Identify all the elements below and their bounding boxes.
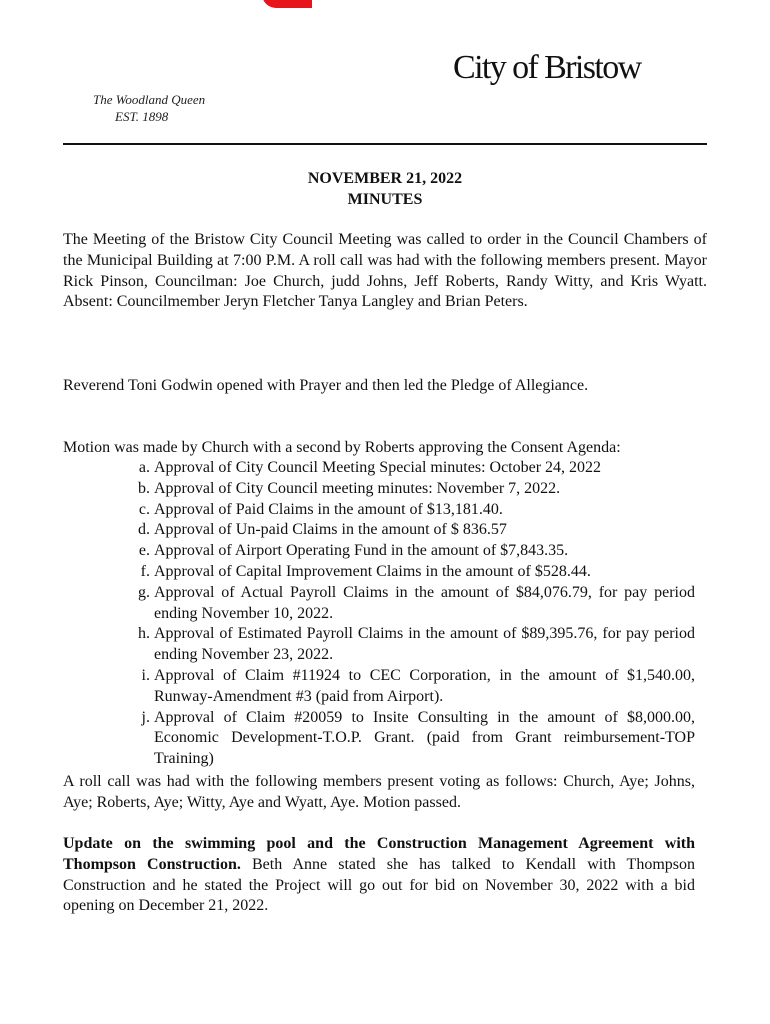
meeting-date: NOVEMBER 21, 2022	[307, 170, 463, 187]
city-motto: The Woodland Queen	[93, 92, 206, 107]
pool-update-paragraph	[63, 834, 695, 917]
agenda-item-text: Approval of Claim #11924 to CEC Corporation, in the amount of $1,540.00, Runway-Amendment #3 (paid from Airport).	[154, 666, 695, 705]
agenda-item-marker: f.	[140, 562, 150, 580]
agenda-item-marker: c.	[138, 500, 150, 518]
agenda-item	[63, 541, 695, 562]
agenda-item	[63, 500, 695, 521]
agenda-item-marker: h.	[138, 625, 150, 643]
prayer-paragraph: Reverend Toni Godwin opened with Prayer and then led the Pledge of Allegiance.	[63, 377, 589, 394]
agenda-item-text: Approval of Airport Operating Fund in the amount of $7,843.35.	[154, 542, 569, 560]
agenda-item-text: Approval of Actual Payroll Claims in the amount of $84,076.79, for pay period ending November 10, 2022.	[154, 583, 695, 622]
pool-update-heading: Update on the swimming pool and the Construction Management Agreement with Thompson Construction.	[63, 835, 695, 873]
agenda-item	[63, 583, 695, 625]
agenda-item-text: Approval of City Council Meeting Special minutes: October 24, 2022	[154, 459, 602, 476]
agenda-item-marker: b.	[138, 479, 150, 497]
agenda-item-marker: j.	[141, 708, 150, 726]
agenda-item-text: Approval of Estimated Payroll Claims in the amount of $89,395.76, for pay period ending November 23, 2022.	[154, 625, 695, 664]
agenda-item-marker: e.	[138, 542, 150, 560]
agenda-item-marker: d.	[138, 521, 150, 539]
agenda-item	[63, 708, 695, 770]
city-name-heading: City of Bristow	[453, 49, 641, 86]
roll-call-vote-paragraph: A roll call was had with the following members present voting as follows: Church, Aye; Johns, Aye; Roberts, Aye; Witty, Aye and Wyatt, Aye. Motion passed.	[63, 773, 695, 811]
motion-paragraph: Motion was made by Church with a second by Roberts approving the Consent Agenda:	[63, 439, 621, 456]
agenda-item-marker: a.	[138, 459, 150, 476]
established-year: EST. 1898	[115, 109, 169, 124]
agenda-item	[63, 666, 695, 708]
opening-paragraph: The Meeting of the Bristow City Council Meeting was called to order in the Council Chambers of the Municipal Building at 7:00 P.M. A roll call was had with the following members present. Mayor Rick Pinson, Councilman: Joe Church, judd Johns, Jeff Roberts, Randy Witty, and Kris Wyatt. Absent: Councilmember Jeryn Fletcher Tanya Langley and Brian Peters.	[63, 231, 707, 311]
document-title: MINUTES	[347, 191, 423, 208]
agenda-item	[63, 458, 695, 479]
agenda-item-text: Approval of Capital Improvement Claims in the amount of $528.44.	[154, 562, 591, 580]
header-divider	[63, 143, 707, 145]
agenda-item-marker: g.	[138, 583, 150, 601]
agenda-item-text: Approval of Claim #20059 to Insite Consulting in the amount of $8,000.00, Economic Development-T.O.P. Grant. (paid from Grant reimbursement-TOP Training)	[154, 708, 695, 768]
agenda-item-text: Approval of City Council meeting minutes: November 7, 2022.	[154, 479, 561, 497]
agenda-item	[63, 562, 695, 583]
agenda-item	[63, 520, 695, 541]
agenda-item	[63, 624, 695, 666]
agenda-item	[63, 479, 695, 500]
agenda-item-text: Approval of Un-paid Claims in the amount of $ 836.57	[154, 521, 507, 539]
agenda-item-marker: i.	[141, 666, 150, 684]
pool-update-text: Beth Anne stated she has talked to Kendall with Thompson Construction and he stated the Project will go out for bid on November 30, 2022 with a bid opening on December 21, 2022.	[63, 855, 695, 915]
consent-agenda-list	[63, 458, 695, 770]
city-logo-mark	[262, 0, 312, 8]
agenda-item-text: Approval of Paid Claims in the amount of $13,181.40.	[154, 500, 503, 518]
